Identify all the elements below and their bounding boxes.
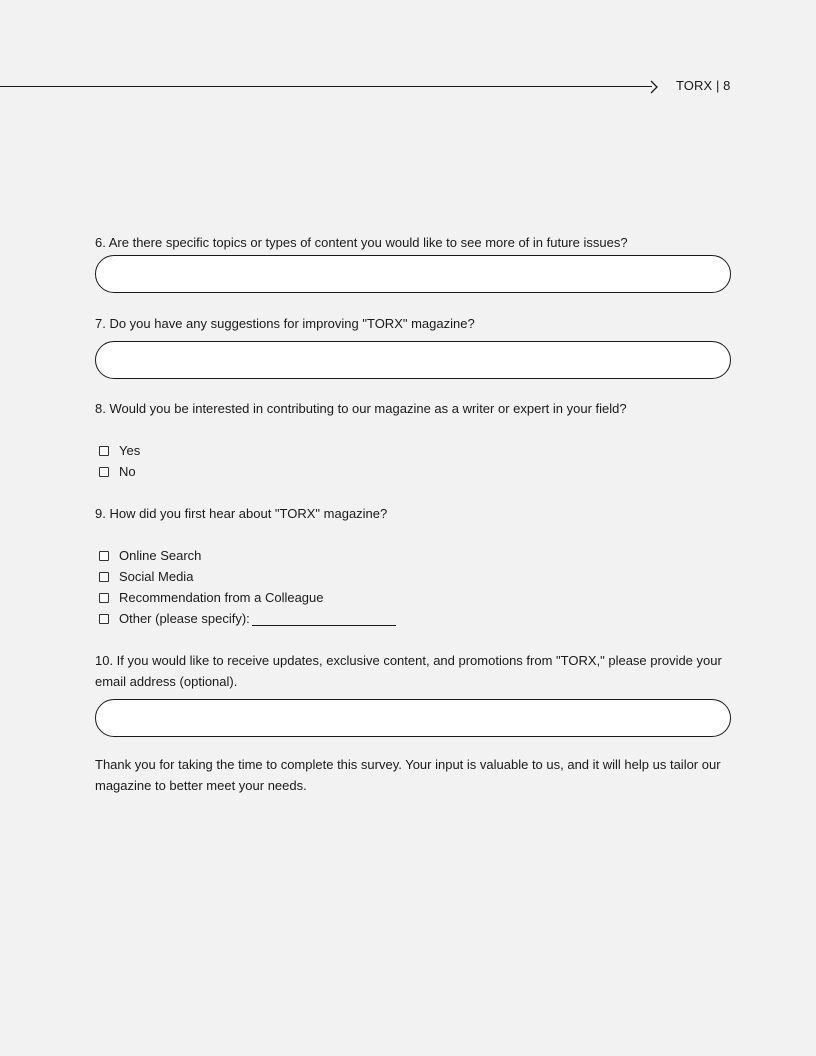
checkbox[interactable]	[99, 593, 109, 603]
option-label: Online Search	[119, 548, 202, 563]
header-rule	[0, 86, 652, 87]
checkbox[interactable]	[99, 551, 109, 561]
email-input[interactable]	[95, 699, 731, 737]
question-8-label: 8. Would you be interested in contributing to our magazine as a writer or expert in your field?	[95, 401, 627, 416]
checkbox[interactable]	[99, 467, 109, 477]
question-8-options	[95, 440, 731, 482]
checkbox[interactable]	[99, 572, 109, 582]
question-6-label: 6. Are there specific topics or types of content you would like to see more of in future issues?	[95, 235, 628, 250]
question-10-label: 10. If you would like to receive updates, exclusive content, and promotions from "TORX," please provide your email address (optional).	[95, 653, 722, 689]
option-no[interactable]	[95, 461, 731, 482]
checkbox[interactable]	[99, 446, 109, 456]
question-9-options	[95, 545, 731, 629]
option-yes[interactable]	[95, 440, 731, 461]
option-label: No	[119, 464, 136, 479]
survey-form	[95, 232, 731, 796]
option-label: Yes	[119, 443, 141, 458]
option-label: Recommendation from a Colleague	[119, 590, 324, 605]
page-header: TORX | 8	[676, 78, 731, 93]
option-recommendation[interactable]	[95, 587, 731, 608]
checkbox[interactable]	[99, 614, 109, 624]
closing-message: Thank you for taking the time to complete this survey. Your input is valuable to us, and it will help us tailor our magazine to better meet your needs.	[95, 757, 721, 793]
question-6-input[interactable]	[95, 255, 731, 293]
arrow-right-icon	[644, 80, 658, 94]
option-label: Other (please specify):	[119, 611, 250, 626]
question-9-label: 9. How did you first hear about "TORX" magazine?	[95, 506, 388, 521]
other-specify-blank[interactable]	[252, 612, 396, 626]
option-social-media[interactable]	[95, 566, 731, 587]
option-online-search[interactable]	[95, 545, 731, 566]
option-other[interactable]	[95, 608, 731, 629]
option-label: Social Media	[119, 569, 194, 584]
question-7-input[interactable]	[95, 341, 731, 379]
question-7-label: 7. Do you have any suggestions for improving "TORX" magazine?	[95, 316, 475, 331]
